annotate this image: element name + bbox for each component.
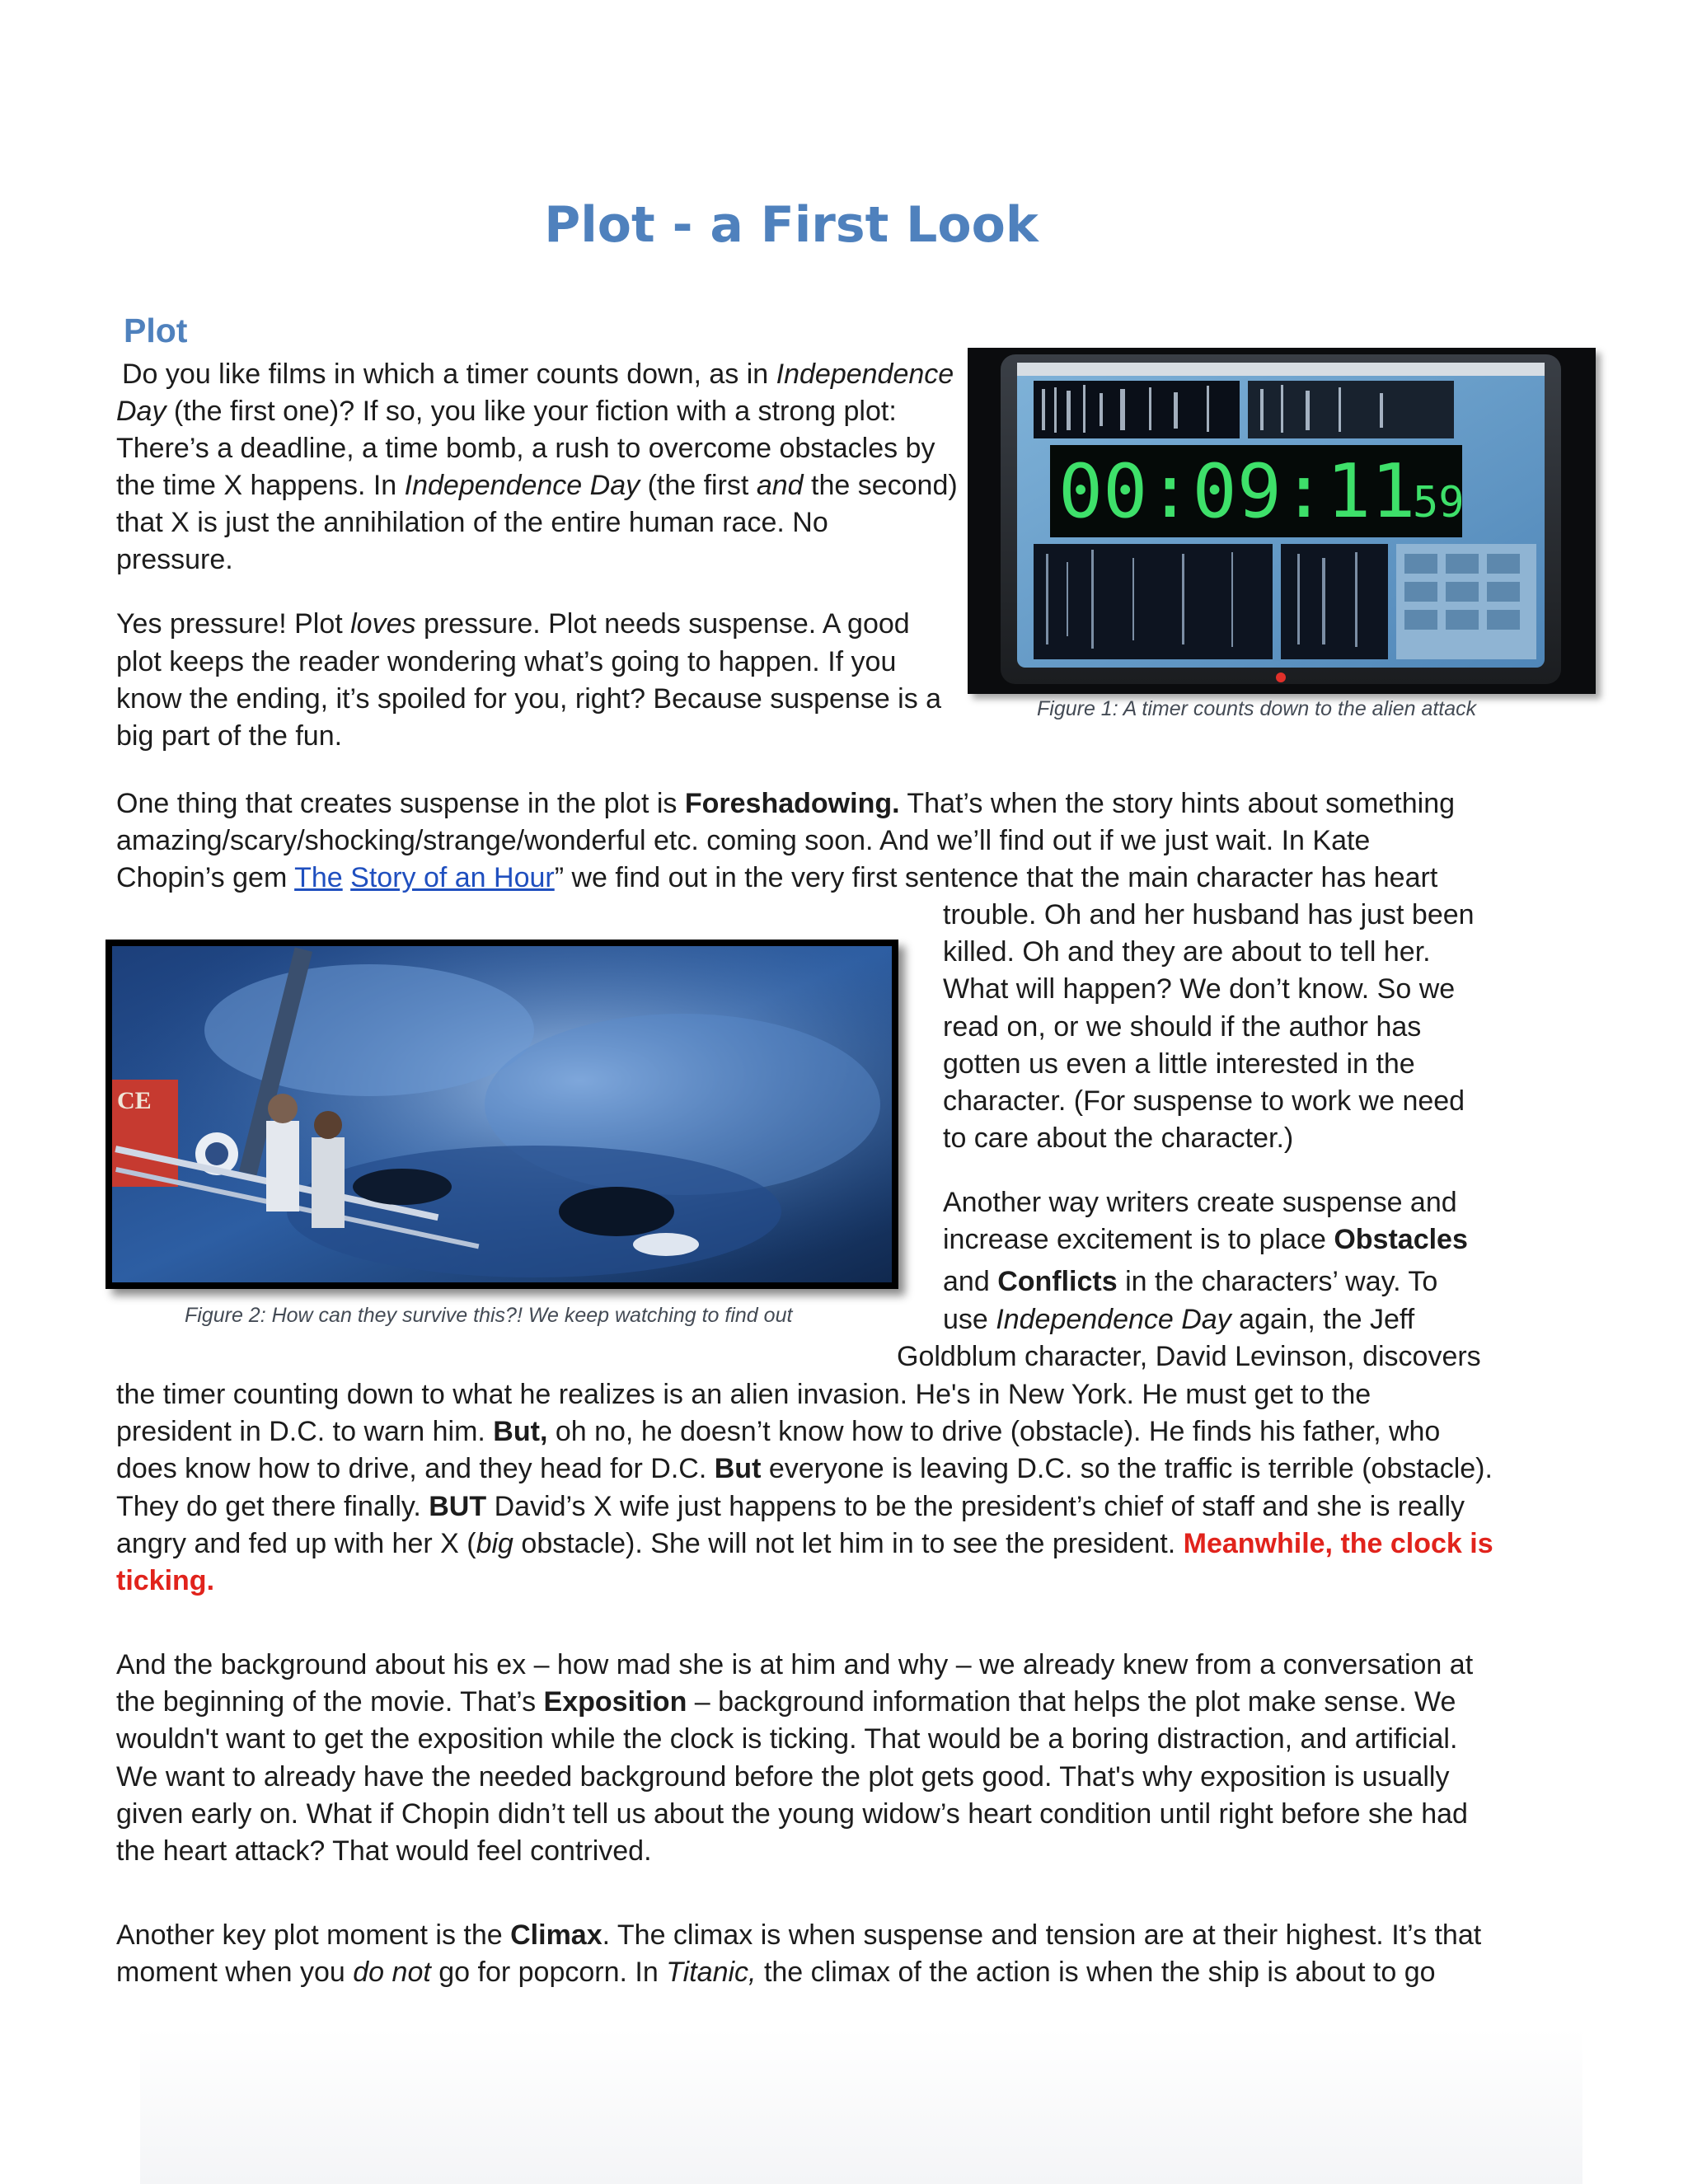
text-line: gotten us even a little interested in the bbox=[943, 1048, 1415, 1080]
text-line: big part of the fun. bbox=[116, 720, 343, 752]
text-line: Goldblum character, David Levinson, discovers bbox=[897, 1341, 1481, 1372]
text-line: character. (For suspense to work we need bbox=[943, 1085, 1465, 1117]
story-link-the[interactable]: The bbox=[294, 862, 343, 893]
timer-screen-illustration bbox=[968, 348, 1596, 694]
text-line: plot keeps the reader wondering what’s going to happen. If you bbox=[116, 646, 897, 677]
text-line: the heart attack? That would feel contrived. bbox=[116, 1835, 652, 1867]
text-line: wouldn't want to get the exposition while the clock is ticking. That would be a boring distraction, and artificial. bbox=[116, 1723, 1458, 1755]
text-line: president in D.C. to warn him. But, oh no, he doesn’t know how to drive (obstacle). He finds his father, who bbox=[116, 1416, 1441, 1447]
timer-seconds-fraction: 59 bbox=[1413, 478, 1465, 527]
text-line: One thing that creates suspense in the plot is Foreshadowing. That’s when the story hints about something bbox=[116, 788, 1456, 819]
text-line: read on, or we should if the author has bbox=[943, 1011, 1422, 1043]
text-line: Chopin’s gem The Story of an Hour” we find out in the very first sentence that the main character has heart bbox=[116, 862, 1438, 893]
timer-digits: 00:09:11 bbox=[1058, 448, 1416, 535]
page-title: Plot - a First Look bbox=[544, 196, 1039, 254]
figure-2-caption: Figure 2: How can they survive this?! We keep watching to find out bbox=[185, 1304, 793, 1327]
sign-text: CE bbox=[117, 1087, 152, 1114]
text-line: Yes pressure! Plot loves pressure. Plot needs suspense. A good bbox=[116, 608, 910, 640]
page-bottom-fade bbox=[140, 2027, 1582, 2184]
text-line: know the ending, it’s spoiled for you, right? Because suspense is a bbox=[116, 683, 942, 715]
text-line: angry and fed up with her X (big obstacle). She will not let him in to see the president. Meanwhile, the clock is bbox=[116, 1528, 1493, 1559]
text-line: given early on. What if Chopin didn’t tell us about the young widow’s heart condition until right before she had bbox=[116, 1798, 1468, 1830]
text-line: and Conflicts in the characters’ way. To bbox=[943, 1266, 1438, 1297]
text-line: pressure. bbox=[116, 544, 233, 575]
text-line: use Independence Day again, the Jeff bbox=[943, 1304, 1415, 1335]
text-line: Another way writers create suspense and bbox=[943, 1187, 1457, 1218]
text-line: to care about the character.) bbox=[943, 1122, 1294, 1154]
text-line: that X is just the annihilation of the entire human race. No bbox=[116, 507, 828, 538]
text-line: What will happen? We don’t know. So we bbox=[943, 973, 1456, 1005]
section-heading-plot: Plot bbox=[124, 312, 188, 349]
text-line: the beginning of the movie. That’s Exposition – background information that helps the plot make sense. We bbox=[116, 1686, 1456, 1718]
text-line: ticking. bbox=[116, 1565, 215, 1596]
text-line: trouble. Oh and her husband has just been bbox=[943, 899, 1475, 930]
text-line: amazing/scary/shocking/strange/wonderful etc. coming soon. And we’ll find out if we just wait. In Kate bbox=[116, 825, 1371, 856]
text-line: the time X happens. In Independence Day (the first and the second) bbox=[116, 470, 958, 501]
figure-titanic-image bbox=[106, 940, 898, 1289]
text-line: Do you like films in which a timer counts down, as in Independence bbox=[122, 359, 954, 390]
text-line: There’s a deadline, a time bomb, a rush to overcome obstacles by bbox=[116, 433, 935, 464]
text-line: And the background about his ex – how mad she is at him and why – we already knew from a conversation at bbox=[116, 1649, 1474, 1680]
text-line: moment when you do not go for popcorn. In Titanic, the climax of the action is when the ship is about to go bbox=[116, 1957, 1436, 1988]
story-link-title[interactable]: Story of an Hour bbox=[350, 862, 555, 893]
highlight-clock-ticking: Meanwhile, the clock is bbox=[1183, 1528, 1493, 1559]
text-line: does know how to drive, and they head for D.C. But everyone is leaving D.C. so the traffic is terrible (obstacle). bbox=[116, 1453, 1493, 1484]
text-line: killed. Oh and they are about to tell her. bbox=[943, 936, 1431, 968]
figure-timer-image bbox=[968, 348, 1596, 694]
text-line: the timer counting down to what he realizes is an alien invasion. He's in New York. He must get to the bbox=[116, 1379, 1372, 1410]
figure-1-caption: Figure 1: A timer counts down to the alien attack bbox=[1037, 697, 1477, 720]
text-line: We want to already have the needed background before the plot gets good. That's why exposition is usually bbox=[116, 1761, 1450, 1793]
text-line: Another key plot moment is the Climax. The climax is when suspense and tension are at their highest. It’s that bbox=[116, 1919, 1482, 1951]
text-line: They do get there finally. BUT David’s X wife just happens to be the president’s chief of staff and she is really bbox=[116, 1491, 1465, 1522]
ship-scene-illustration bbox=[106, 940, 898, 1289]
text-line: Day (the first one)? If so, you like your fiction with a strong plot: bbox=[116, 396, 897, 427]
text-line: increase excitement is to place Obstacles bbox=[943, 1224, 1468, 1255]
